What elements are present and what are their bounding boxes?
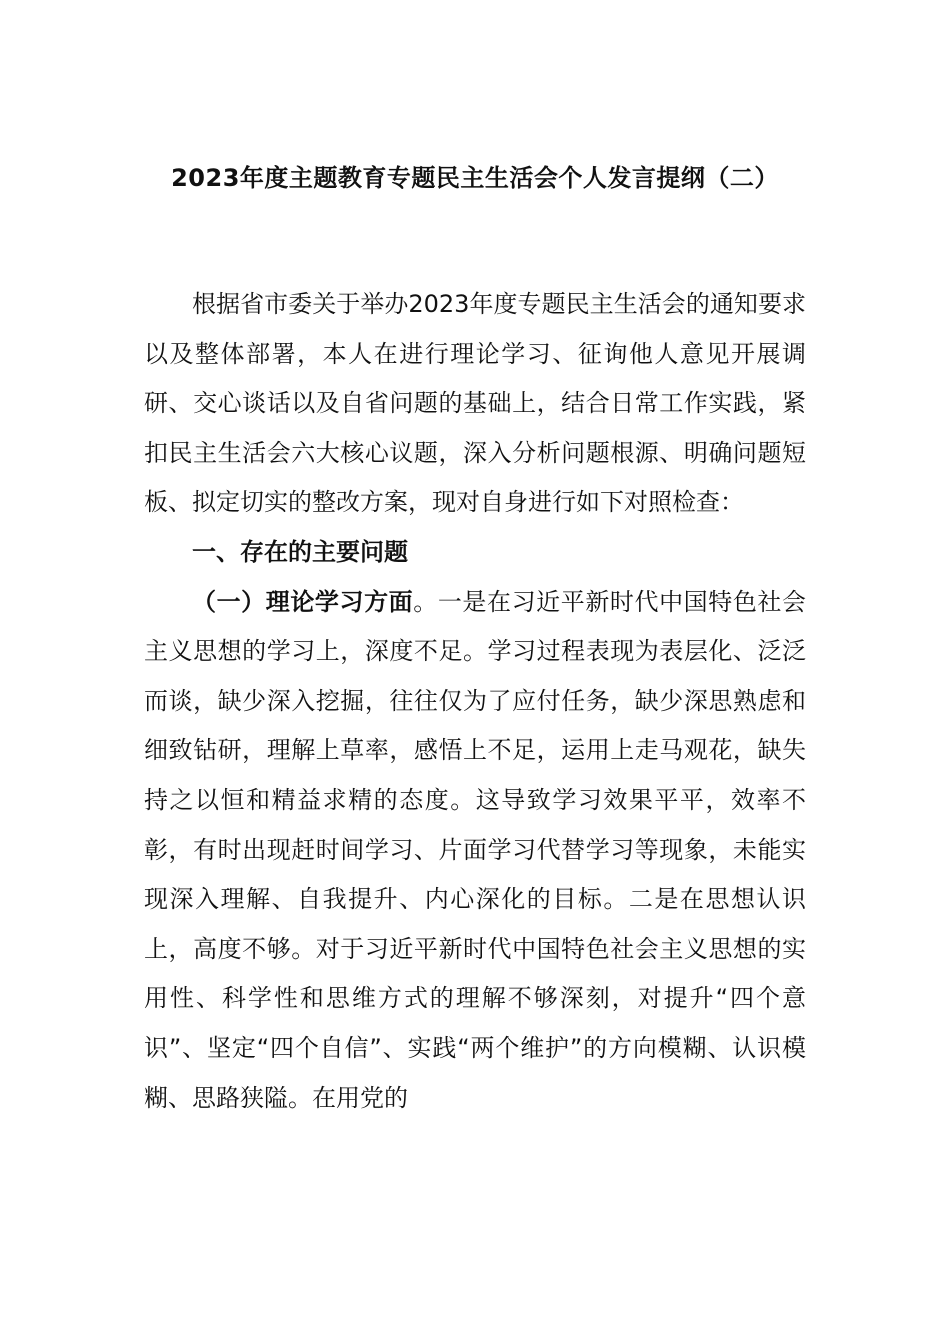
document-title: 2023年度主题教育专题民主生活会个人发言提纲（二）: [171, 164, 779, 192]
intro-paragraph: 根据省市委关于举办2023年度专题民主生活会的通知要求以及整体部署，本人在进行理论学习、征询他人意见开展调研、交心谈话以及自省问题的基础上，结合日常工作实践，紧扣民主生活会六大核心议题，深入分析问题根源、明确问题短板、拟定切实的整改方案，现对自身进行如下对照检查：: [144, 290, 806, 517]
subsection-text: 。一是在习近平新时代中国特色社会主义思想的学习上，深度不足。学习过程表现为表层化、泛泛而谈，缺少深入挖掘，往往仅为了应付任务，缺少深思熟虑和细致钻研，理解上草率，感悟上不足，运用上走马观花，缺失持之以恒和精益求精的态度。这导致学习效果平平，效率不彰，有时出现赶时间学习、片面学习代替学习等现象，未能实现深入理解、自我提升、内心深化的目标。二是在思想认识上，高度不够。对于习近平新时代中国特色社会主义思想的实用性、科学性和思维方式的理解不够深刻，对提升“四个意识”、坚定“四个自信”、实践“两个维护”的方向模糊、认识模糊、思路狭隘。在用党的: [144, 587, 806, 1112]
document-body: [144, 280, 806, 1123]
section-heading: 一、存在的主要问题: [192, 537, 408, 566]
subsection-title: （一）理论学习方面: [192, 587, 414, 616]
subsection-paragraph: [144, 578, 806, 1124]
